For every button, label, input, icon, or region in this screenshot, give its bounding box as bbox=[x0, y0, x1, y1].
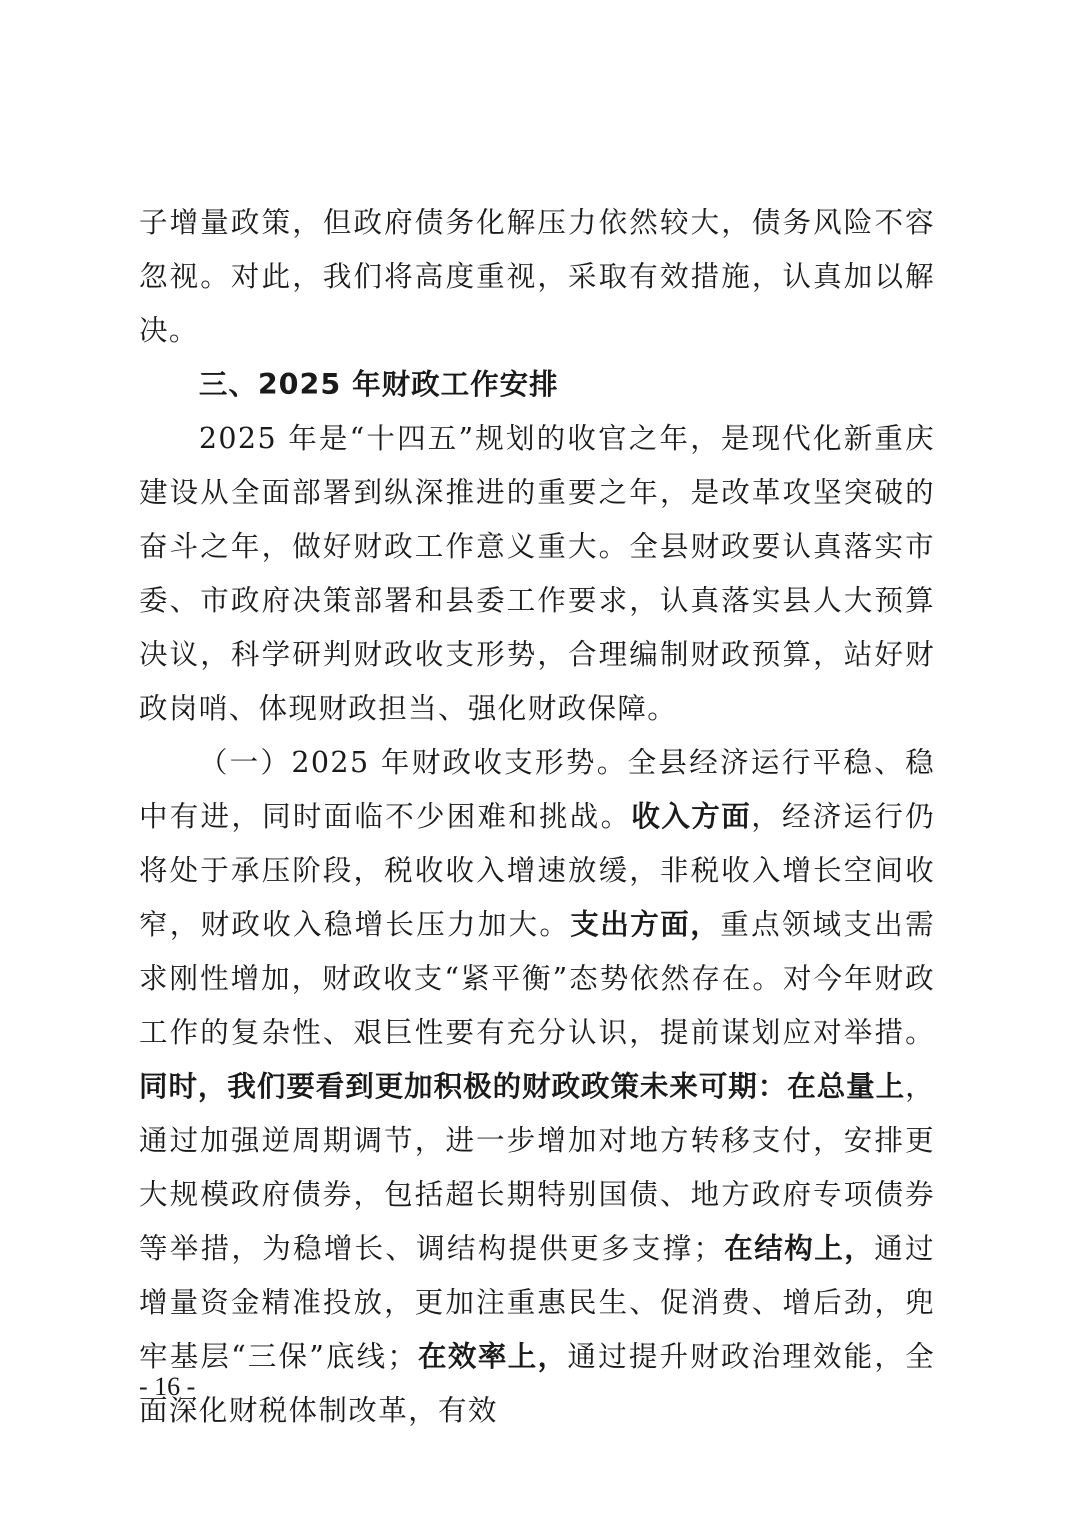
page-number: - 16 - bbox=[139, 1372, 196, 1401]
body-text bbox=[139, 196, 935, 1438]
section-heading-2025-work-plan: 三、2025 年财政工作安排 bbox=[198, 368, 559, 401]
subsection-title: （一）2025 年财政收支形势。 bbox=[198, 746, 628, 779]
emphasis-revenue: 收入方面 bbox=[631, 800, 752, 833]
emphasis-structure: 在结构上， bbox=[723, 1232, 875, 1265]
text-span: 重点领域支出需求刚性增加，财政收支“紧平衡”态势依然存在。对今年财政工作的复杂性、艰巨性要有充分认识，提前谋划应对举措。 bbox=[139, 908, 935, 1049]
text-span: 通过提升财政治理效能，全面深化财税体制改革，有效 bbox=[139, 1340, 935, 1427]
paragraph-revenue-expenditure-outlook bbox=[139, 736, 935, 1438]
text-span: 2025 年是“十四五”规划的收官之年，是现代化新重庆建设从全面部署到纵深推进的重要之年，是改革攻坚突破的奋斗之年，做好财政工作意义重大。全县财政要认真落实市委、市政府决策部署和县委工作要求，认真落实县人大预算决议，科学研判财政收支形势，合理编制财政预算，站好财政岗哨、体现财政担当、强化财政保障。 bbox=[139, 422, 935, 725]
text-span: 子增量政策，但政府债务化解压力依然较大，债务风险不容忽视。对此，我们将高度重视，采取有效措施，认真加以解决。 bbox=[139, 206, 935, 347]
emphasis-efficiency: 在效率上， bbox=[417, 1340, 568, 1373]
text-span: ，通过加强逆周期调节，进一步增加对地方转移支付，安排更大规模政府债券，包括超长期特别国债、地方政府专项债券等举措，为稳增长、调结构提供更多支撑； bbox=[139, 1070, 935, 1265]
paragraph-2025-overview bbox=[139, 412, 935, 736]
emphasis-policy-outlook: 同时，我们要看到更加积极的财政政策未来可期：在总量上 bbox=[139, 1070, 906, 1103]
text-span: 全县经济运行平稳、稳中有进，同时面临不少困难和挑战。 bbox=[139, 746, 935, 833]
emphasis-expenditure: 支出方面， bbox=[570, 908, 721, 941]
text-span: ，经济运行仍将处于承压阶段，税收收入增速放缓，非税收入增长空间收窄，财政收入稳增长压力加大。 bbox=[139, 800, 935, 941]
paragraph-debt-risk bbox=[139, 196, 935, 358]
text-span: 通过增量资金精准投放，更加注重惠民生、促消费、增后劲，兜牢基层“三保”底线； bbox=[139, 1232, 935, 1373]
